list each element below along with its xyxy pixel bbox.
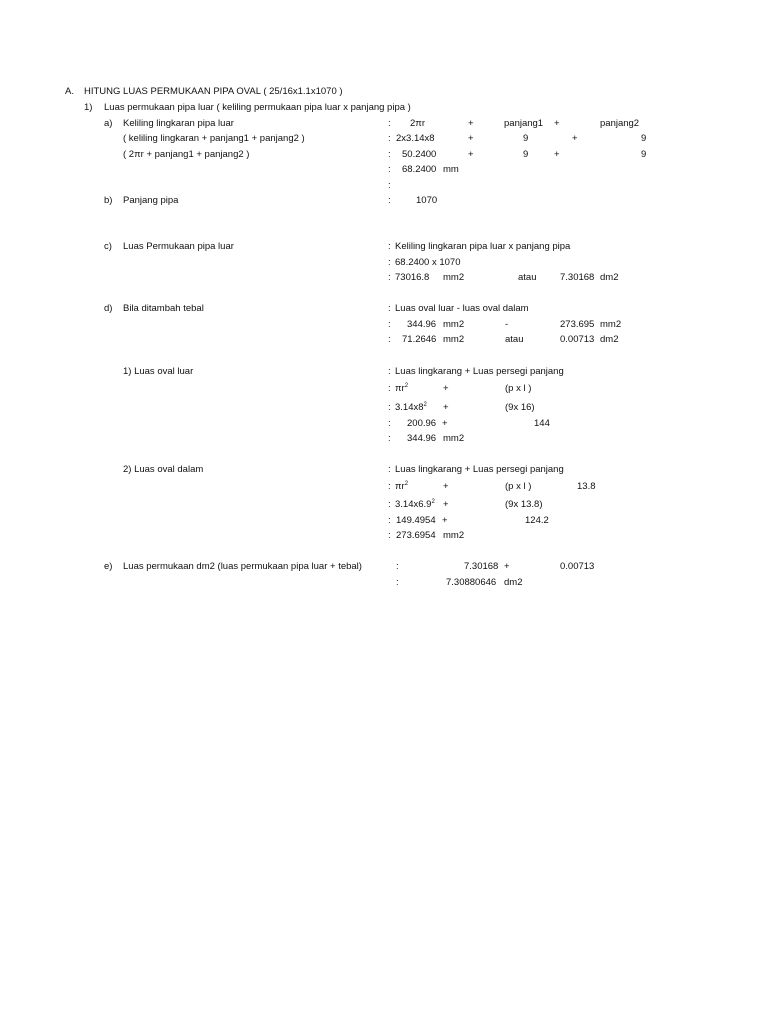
a-row1-colon: : [388, 118, 391, 129]
a-row3-v2: 9 [523, 149, 529, 160]
a-row2-v3: 9 [641, 133, 647, 144]
oval-dalam-label: 2) Luas oval dalam [123, 464, 204, 475]
oval-luar-row1-text: Luas lingkarang + Luas persegi panjang [395, 366, 564, 377]
a-row1-v2: panjang1 [504, 118, 544, 129]
oval-dalam-row4-v2: 124.2 [525, 515, 549, 526]
e-marker: e) [104, 561, 113, 572]
c-row1-colon: : [388, 241, 391, 252]
c-row3-v1: 73016.8 [395, 272, 430, 283]
e-label: Luas permukaan dm2 (luas permukaan pipa luar + tebal) [123, 561, 362, 572]
a-row3-op2: + [554, 149, 560, 160]
c-row2-text: 68.2400 x 1070 [395, 257, 461, 268]
a-row3-op1: + [468, 149, 474, 160]
a-row2-colon: : [388, 133, 391, 144]
oval-dalam-row3-val: (9x 13.8) [505, 499, 543, 510]
oval-luar-row5-u1: mm2 [443, 433, 465, 444]
d-row1-colon: : [388, 303, 391, 314]
d-label: Bila ditambah tebal [123, 303, 204, 314]
e-row1-colon: : [396, 561, 399, 572]
oval-luar-row4-v2: 144 [534, 418, 550, 429]
oval-dalam-row2-pi: $\pi r^2$ [395, 480, 409, 492]
c-label: Luas Permukaan pipa luar [123, 241, 234, 252]
d-row1-text: Luas oval luar - luas oval dalam [395, 303, 529, 314]
oval-luar-row2-pi: $\pi r^2$ [395, 382, 409, 394]
a-row1-v1: 2πr [410, 118, 426, 129]
c-marker: c) [104, 241, 112, 252]
oval-dalam-row2-colon: : [388, 481, 391, 492]
c-row1-text: Keliling lingkaran pipa luar x panjang pipa [395, 241, 571, 252]
oval-luar-row3-base: $3.14x8^2$ [395, 401, 427, 413]
d-row2-op: - [505, 319, 509, 330]
c-row3-u1: mm2 [443, 272, 465, 283]
d-row2-colon: : [388, 319, 391, 330]
oval-dalam-row1-colon: : [388, 464, 391, 475]
a-marker: a) [104, 118, 113, 129]
d-row2-v2: 273.695 [560, 319, 595, 330]
oval-dalam-row5-colon: : [388, 530, 391, 541]
oval-luar-row2-op: + [443, 383, 449, 394]
oval-dalam-row3-base: $3.14x6.9^2$ [395, 498, 435, 510]
section-title: HITUNG LUAS PERMUKAAN PIPA OVAL ( 25/16x1.1x1070 ) [84, 86, 343, 97]
d-row3-colon: : [388, 334, 391, 345]
oval-dalam-row5-u1: mm2 [443, 530, 465, 541]
a-row2-op2: + [572, 133, 578, 144]
oval-dalam-row2-pxl: (p x l ) [505, 481, 532, 492]
section-marker: A. [65, 86, 74, 97]
oval-dalam-row1-text: Luas lingkarang + Luas persegi panjang [395, 464, 564, 475]
a-row3-colon: : [388, 149, 391, 160]
oval-dalam-row4-op: + [442, 515, 448, 526]
d-row3-atau: atau [505, 334, 524, 345]
oval-luar-row2-pxl: (p x l ) [505, 383, 532, 394]
e-row1-op: + [504, 561, 510, 572]
d-row2-u2: mm2 [600, 319, 622, 330]
b-colon: : [388, 195, 391, 206]
a-label-2: ( keliling lingkaran + panjang1 + panjang2 ) [123, 133, 305, 144]
oval-luar-row3-val: (9x 16) [505, 402, 535, 413]
oval-luar-row4-op: + [442, 418, 448, 429]
sub1-marker: 1) [84, 102, 93, 113]
c-row3-v2: 7.30168 [560, 272, 595, 283]
b-label: Panjang pipa [123, 195, 179, 206]
e-row1-v2: 0.00713 [560, 561, 595, 572]
e-row2-u1: dm2 [504, 577, 523, 588]
a-row3-v1: 50.2400 [402, 149, 437, 160]
d-row3-u2: dm2 [600, 334, 619, 345]
c-row2-colon: : [388, 257, 391, 268]
oval-dalam-row5-v1: 273.6954 [396, 530, 436, 541]
a-row1-op2: + [554, 118, 560, 129]
oval-dalam-row4-v1: 149.4954 [396, 515, 436, 526]
oval-luar-row4-v1: 200.96 [407, 418, 437, 429]
a-row2-v1: 2x3.14x8 [396, 133, 435, 144]
oval-luar-label: 1) Luas oval luar [123, 366, 194, 377]
d-row3-u1: mm2 [443, 334, 465, 345]
oval-dalam-row3-op: + [443, 499, 449, 510]
d-row3-v2: 0.00713 [560, 334, 595, 345]
d-marker: d) [104, 303, 113, 314]
a-label-1: Keliling lingkaran pipa luar [123, 118, 234, 129]
d-row3-v1: 71.2646 [402, 334, 437, 345]
a-row1-v3: panjang2 [600, 118, 640, 129]
d-row2-u1: mm2 [443, 319, 465, 330]
b-value: 1070 [416, 195, 438, 206]
oval-luar-row1-colon: : [388, 366, 391, 377]
a-row2-op1: + [468, 133, 474, 144]
e-row1-v1: 7.30168 [464, 561, 499, 572]
e-row2-colon: : [396, 577, 399, 588]
b-marker: b) [104, 195, 113, 206]
oval-luar-row3-colon: : [388, 402, 391, 413]
oval-luar-row4-colon: : [388, 418, 391, 429]
oval-luar-row5-v1: 344.96 [407, 433, 437, 444]
a-row2-v2: 9 [523, 133, 529, 144]
oval-dalam-row4-colon: : [388, 515, 391, 526]
sub1-title: Luas permukaan pipa luar ( keliling permukaan pipa luar x panjang pipa ) [104, 102, 411, 113]
oval-dalam-row2-extra: 13.8 [577, 481, 596, 492]
d-row2-v1: 344.96 [407, 319, 437, 330]
oval-luar-row3-op: + [443, 402, 449, 413]
c-row3-u2: dm2 [600, 272, 619, 283]
a-row4-v1: 68.2400 [402, 164, 437, 175]
e-row2-v1: 7.30880646 [446, 577, 497, 588]
a-row3-v3: 9 [641, 149, 647, 160]
c-row3-atau: atau [518, 272, 537, 283]
a-row4-colon: : [388, 164, 391, 175]
a-row4-unit: mm [443, 164, 459, 175]
a-label-3: ( 2πr + panjang1 + panjang2 ) [123, 149, 250, 160]
oval-luar-row5-colon: : [388, 433, 391, 444]
a-row5-colon: : [388, 180, 391, 191]
oval-dalam-row3-colon: : [388, 499, 391, 510]
c-row3-colon: : [388, 272, 391, 283]
oval-dalam-row2-op: + [443, 481, 449, 492]
oval-luar-row2-colon: : [388, 383, 391, 394]
a-row1-op1: + [468, 118, 474, 129]
